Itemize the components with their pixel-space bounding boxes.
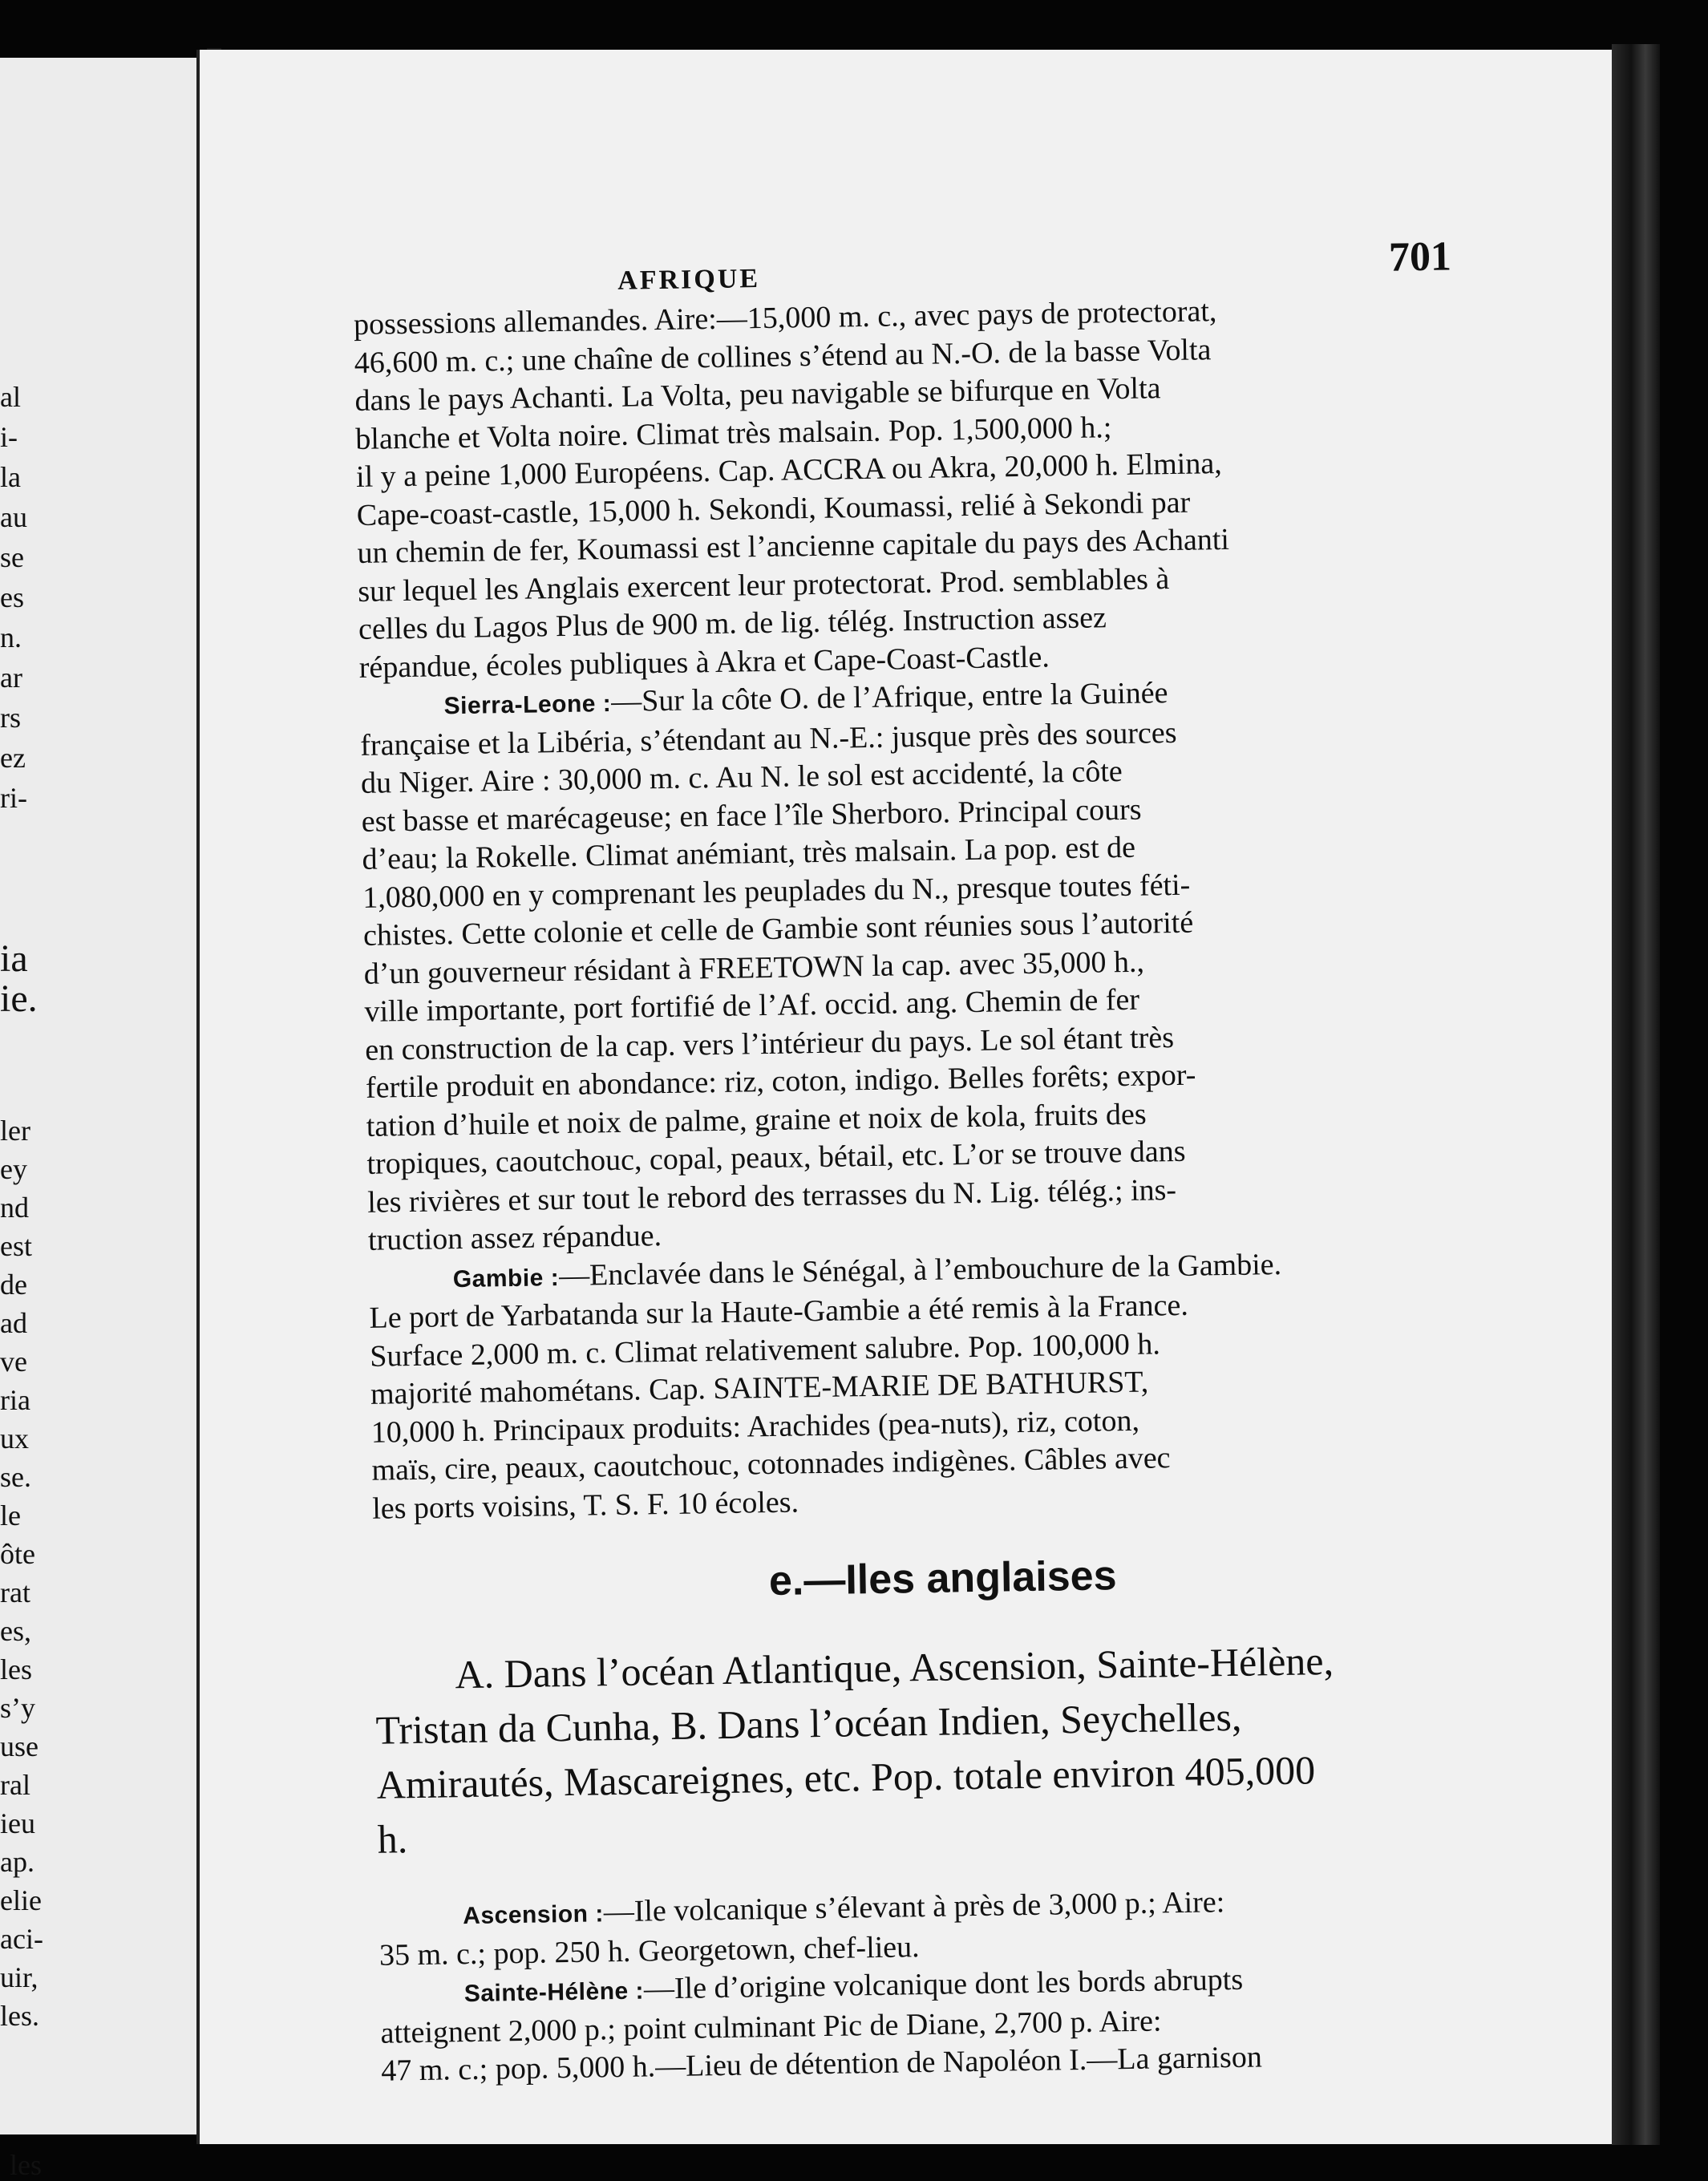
left-page-fragment: ad xyxy=(0,1307,27,1339)
text-line: possessions allemandes. Aire:—15,000 m. c., avec pays de protectorat, xyxy=(353,294,1217,342)
page-content xyxy=(352,200,1520,2091)
text-line: sur lequel les Anglais exercent leur protectorat. Prod. semblables à xyxy=(357,561,1170,609)
left-page-text-fragments xyxy=(0,58,207,2181)
text-line: blanche et Volta noire. Climat très malsain. Pop. 1,500,000 h.; xyxy=(354,410,1112,456)
left-page-fragment: les xyxy=(10,2149,42,2181)
text-line: 47 m. c.; pop. 5,000 h.—Lieu de détention de Napoléon I.—La garnison xyxy=(380,2040,1263,2088)
left-page-fragment: rat xyxy=(0,1576,30,1608)
left-page-fragment: es, xyxy=(0,1615,31,1647)
left-page-fragment: ria xyxy=(0,1384,30,1416)
left-page-fragment: i- xyxy=(0,421,18,453)
text-line: d’eau; la Rokelle. Climat anémiant, très malsain. La pop. est de xyxy=(362,830,1136,876)
text-line: 1,080,000 en y comprenant les peuplades du N., presque toutes féti- xyxy=(362,868,1191,915)
left-page-fragment: la xyxy=(0,461,21,493)
left-page-fragment: n. xyxy=(0,621,22,653)
entry-title: Ascension : xyxy=(463,1900,605,1930)
left-page-fragment: ve xyxy=(0,1345,27,1378)
left-page-fragment: de xyxy=(0,1269,27,1301)
text-line: Cape-coast-castle, 15,000 h. Sekondi, Koumassi, relié à Sekondi par xyxy=(356,485,1191,532)
paragraph-gold-coast xyxy=(354,289,1498,687)
text-line: un chemin de fer, Koumassi est l’ancienne capitale du pays des Achanti xyxy=(357,522,1230,570)
left-page-fragment: ieu xyxy=(0,1807,35,1839)
text-line: Surface 2,000 m. c. Climat relativement salubre. Pop. 100,000 h. xyxy=(369,1326,1161,1374)
left-page-fragment: s’y xyxy=(0,1692,35,1724)
text-line: tropiques, caoutchouc, copal, peaux, bétail, etc. L’or se trouve dans xyxy=(366,1134,1186,1181)
left-facing-page xyxy=(0,58,207,2181)
text-line: est basse et marécageuse; en face l’île Sherboro. Principal cours xyxy=(361,792,1142,839)
paragraph-gambie xyxy=(368,1242,1511,1528)
text-line: fertile produit en abondance: riz, coton, indigo. Belles forêts; expor- xyxy=(365,1058,1196,1105)
entry-title: Sainte-Hélène : xyxy=(463,1977,645,2008)
left-page-fragment: ux xyxy=(0,1422,29,1455)
left-page-fragment: au xyxy=(0,501,27,533)
left-page-fragment: est xyxy=(0,1230,32,1262)
left-page-fragment: use xyxy=(0,1730,38,1762)
text-line: répandue, écoles publiques à Akra et Cape-Coast-Castle. xyxy=(358,639,1050,685)
left-page-fragment: ia xyxy=(0,937,28,980)
text-line: les rivières et sur tout le rebord des terrasses du N. Lig. télég.; ins- xyxy=(366,1172,1177,1220)
text-line: tation d’huile et noix de palme, graine et noix de kola, fruits des xyxy=(366,1097,1147,1143)
left-page-fragment: elie xyxy=(0,1884,42,1916)
page-edge xyxy=(1612,44,1660,2145)
paragraph-sainte-helene xyxy=(379,1956,1520,2090)
left-page-fragment: ôte xyxy=(0,1538,35,1570)
text-line: les ports voisins, T. S. F. 10 écoles. xyxy=(371,1484,799,1526)
intro-line: h. xyxy=(377,1816,408,1862)
entry-text: —Ile volcanique s’élevant à près de 3,000 p.; Aire: xyxy=(603,1885,1225,1929)
left-page-fragment: al xyxy=(0,381,21,413)
text-line: ville importante, port fortifié de l’Af. occid. ang. Chemin de fer xyxy=(364,982,1140,1029)
left-page-fragment: ar xyxy=(0,662,22,694)
text-line: du Niger. Aire : 30,000 m. c. Au N. le sol est accidenté, la côte xyxy=(360,754,1123,800)
text-line: maïs, cire, peaux, caoutchouc, cotonnades indigènes. Câbles avec xyxy=(371,1441,1171,1487)
left-page-fragment: es xyxy=(0,581,24,613)
left-page-fragment: ral xyxy=(0,1769,30,1801)
page-number: 701 xyxy=(1388,233,1452,281)
text-line: atteignent 2,000 p.; point culminant Pic de Diane, 2,700 p. Aire: xyxy=(380,2003,1162,2050)
text-line: celles du Lagos Plus de 900 m. de lig. télég. Instruction assez xyxy=(358,601,1107,646)
text-line: chistes. Cette colonie et celle de Gambie sont réunies sous l’autorité xyxy=(362,905,1194,953)
left-page-fragment: aci- xyxy=(0,1923,43,1955)
text-line: 46,600 m. c.; une chaîne de collines s’étend au N.-O. de la basse Volta xyxy=(354,332,1212,380)
text-line: 35 m. c.; pop. 250 h. Georgetown, chef-lieu. xyxy=(378,1929,920,1973)
left-page-fragment: nd xyxy=(0,1192,29,1224)
text-line: Le port de Yarbatanda sur la Haute-Gambie a été remis à la France. xyxy=(369,1288,1189,1335)
text-line: en construction de la cap. vers l’intérieur du pays. Le sol étant très xyxy=(364,1020,1175,1067)
left-page-fragment: les xyxy=(0,1653,32,1685)
left-page-fragment: rs xyxy=(0,702,21,734)
page-header xyxy=(352,200,1492,306)
entry-title: Sierra-Leone : xyxy=(443,690,612,720)
entry-title: Gambie : xyxy=(452,1264,560,1293)
paragraph-sierra-leone xyxy=(359,670,1507,1260)
left-page-fragment: ri- xyxy=(0,782,27,814)
running-head: AFRIQUE xyxy=(617,264,761,296)
left-page-fragment: ey xyxy=(0,1153,27,1185)
entry-text: —Enclavée dans le Sénégal, à l’embouchure de la Gambie. xyxy=(558,1247,1282,1293)
left-page-fragment: ler xyxy=(0,1115,30,1147)
left-page-fragment: uir, xyxy=(0,1961,38,1993)
left-page-fragment: se. xyxy=(0,1461,31,1493)
text-line: d’un gouverneur résidant à FREETOWN la cap. avec 35,000 h., xyxy=(363,945,1145,991)
left-page-fragment: les. xyxy=(0,2000,39,2032)
text-line: 10,000 h. Principaux produits: Arachides (pea-nuts), riz, coton, xyxy=(370,1403,1140,1450)
intro-line: Tristan da Cunha, B. Dans l’océan Indien, Seychelles, xyxy=(375,1693,1242,1753)
entry-text: —Sur la côte O. de l’Afrique, entre la Guinée xyxy=(610,676,1168,718)
left-page-fragment: ez xyxy=(0,742,26,774)
left-page-fragment: se xyxy=(0,541,24,573)
text-line: majorité mahométans. Cap. SAINTE-MARIE DE BATHURST, xyxy=(370,1365,1149,1411)
intro-line: Amirautés, Mascareignes, etc. Pop. totale environ 405,000 xyxy=(376,1747,1316,1807)
text-line: truction assez répandue. xyxy=(367,1219,662,1257)
left-page-fragment: ie. xyxy=(0,977,38,1020)
text-line: dans le pays Achanti. La Volta, peu navigable se bifurque en Volta xyxy=(354,371,1161,418)
text-line: française et la Libéria, s’étendant au N.-E.: jusque près des sources xyxy=(359,715,1177,763)
intro-line: A. Dans l’océan Atlantique, Ascension, Sainte-Hélène, xyxy=(455,1638,1334,1697)
section-title: e.—Iles anglaises xyxy=(768,1552,1117,1605)
section-intro xyxy=(374,1630,1516,1866)
text-line: il y a peine 1,000 Européens. Cap. ACCRA ou Akra, 20,000 h. Elmina, xyxy=(355,447,1222,494)
left-page-fragment: le xyxy=(0,1499,21,1532)
entry-text: —Ile d’origine volcanique dont les bords abrupts xyxy=(643,1962,1244,2006)
left-page-fragment: ap. xyxy=(0,1846,34,1878)
book-page xyxy=(196,50,1619,2144)
